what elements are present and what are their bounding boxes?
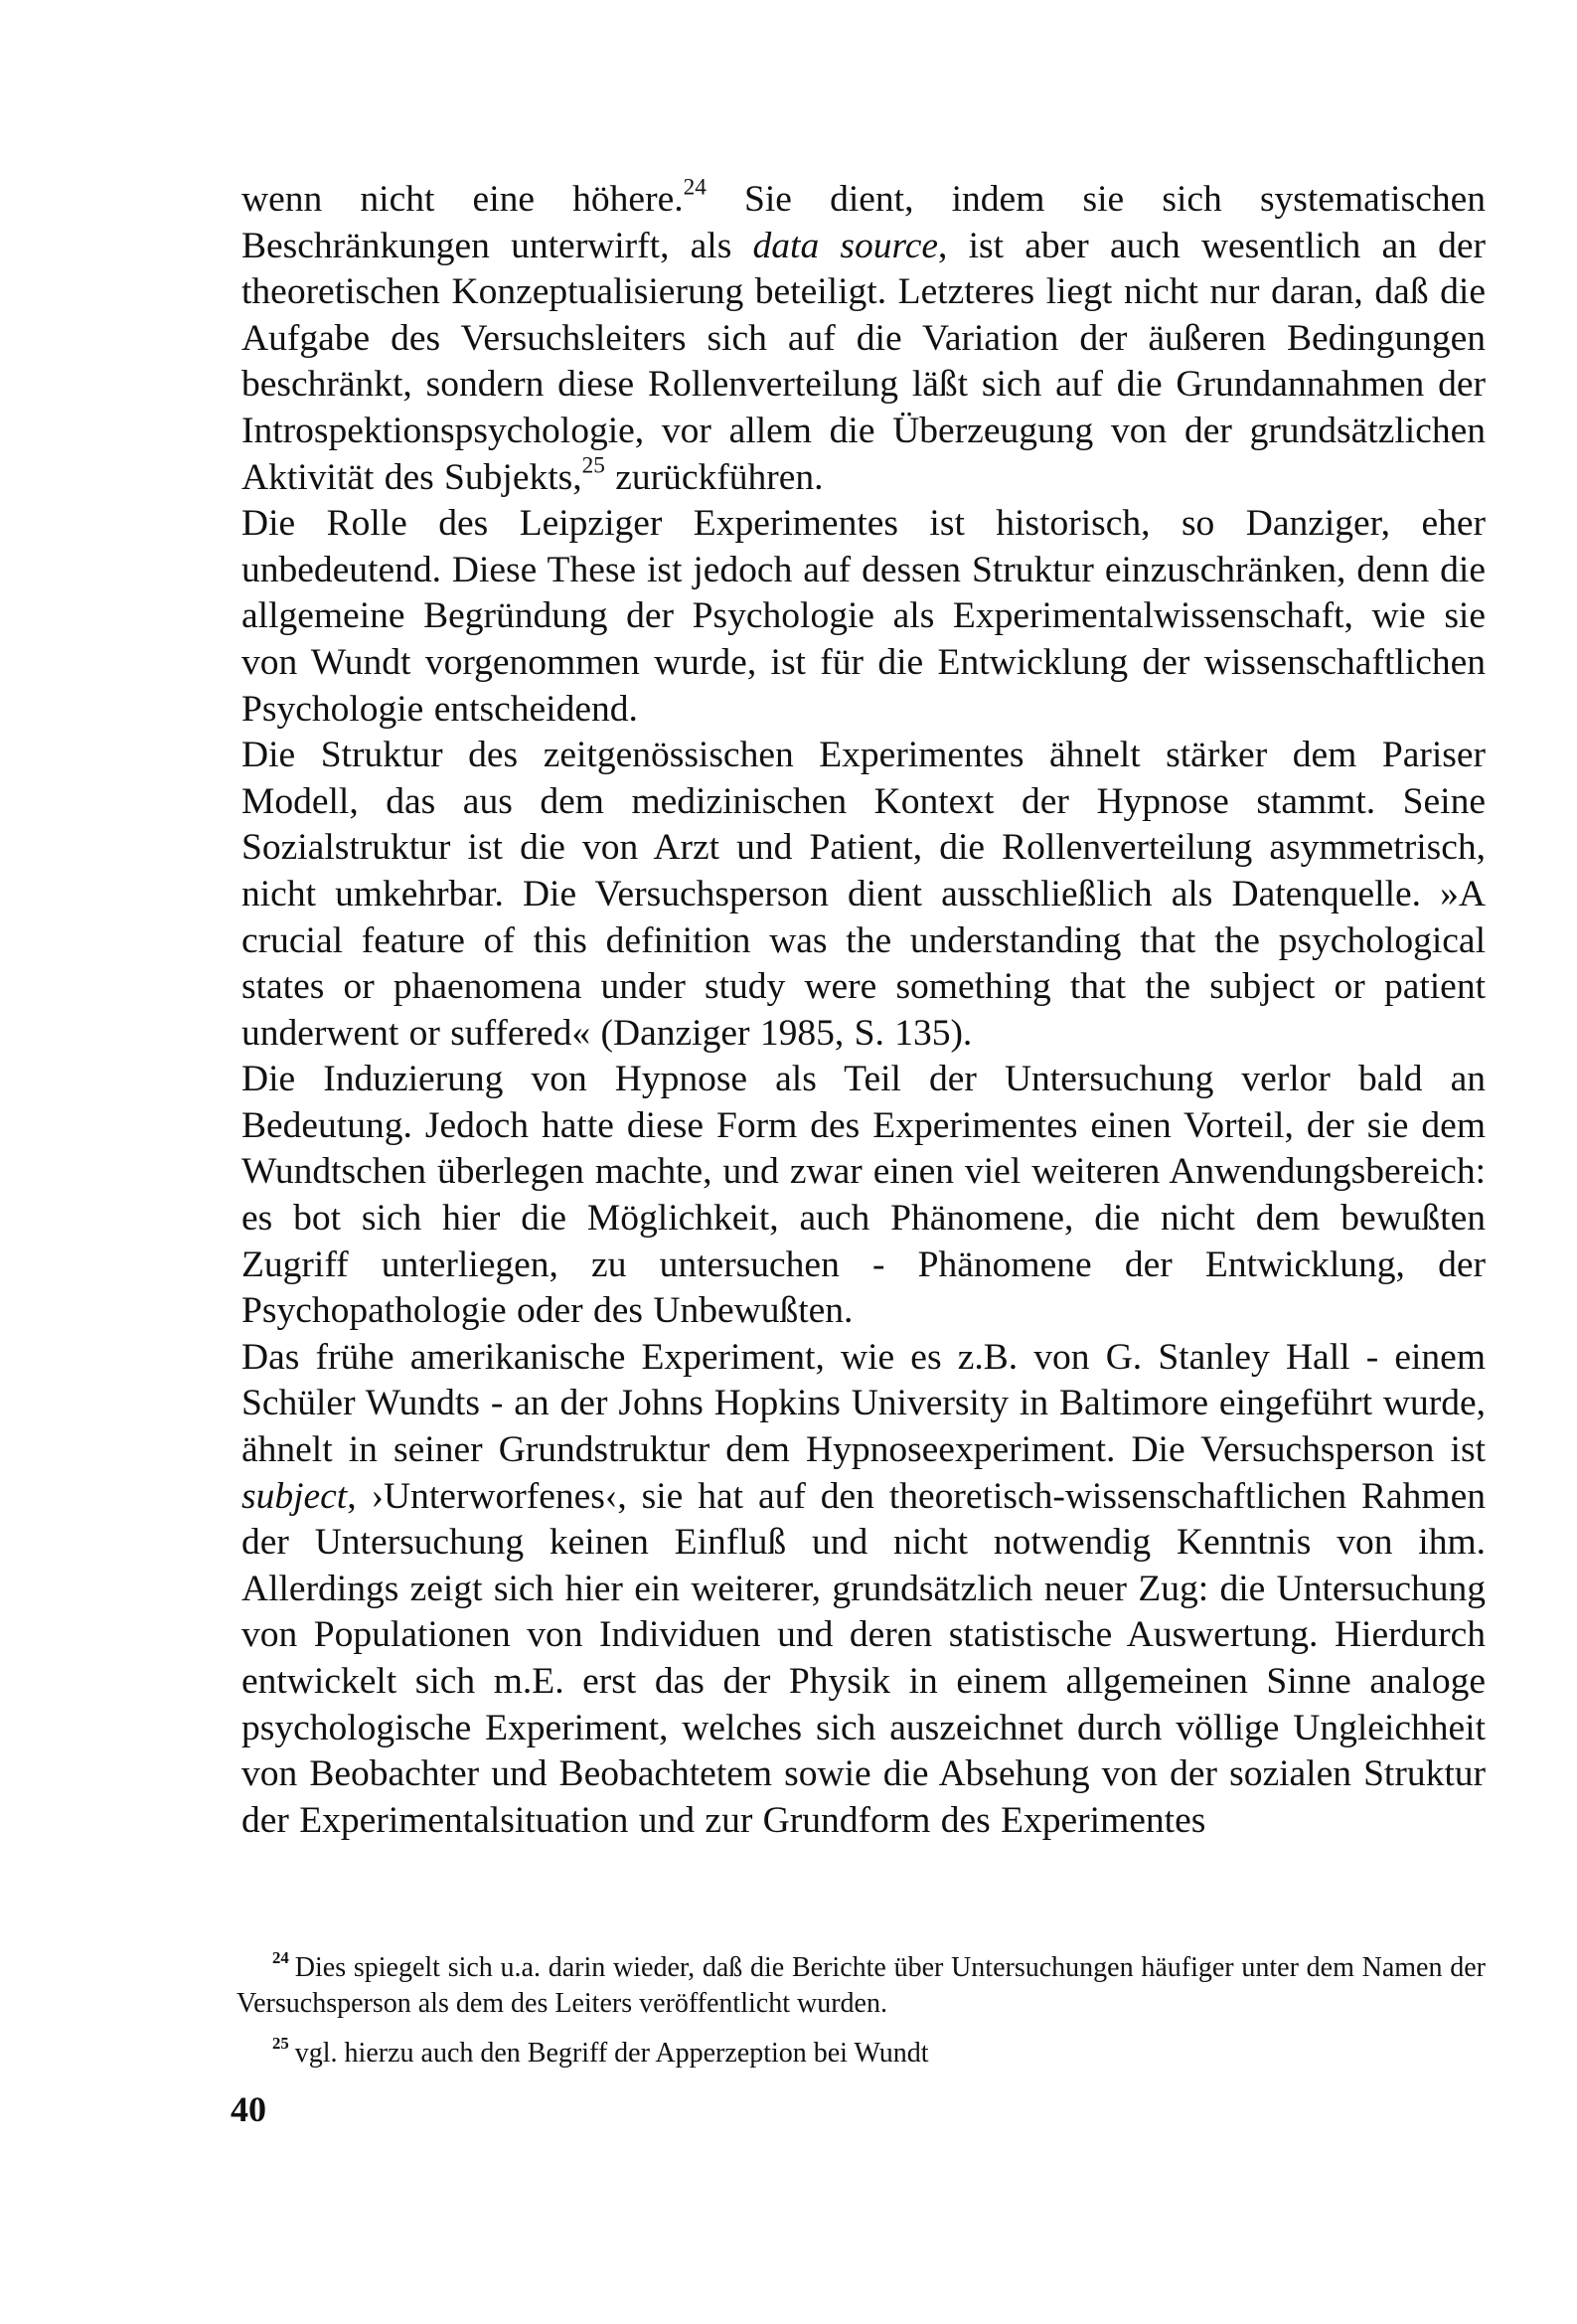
text-segment: wenn nicht eine höhere. xyxy=(241,179,684,220)
text-segment: , ›Unterworfenes‹, sie hat auf den theoretisch-wissenschaftlichen Rahmen der Untersuchung keinen Einfluß und nicht notwendig Kenntnis von ihm. Allerdings zeigt sich hier ein weiterer, grundsätzlich neuer Zug: die Untersuchung von Populationen von Individuen und deren statistische Auswertung. Hierdurch entwickelt sich m.E. erst das der Physik in einem allgemeinen Sinne analoge psychologische Experiment, welches sich auszeichnet durch völlige Ungleichheit von Beobachter und Beobachtetem sowie die Absehung von der sozialen Struktur der Experimentalsituation und zur Grundform des Experimentes xyxy=(241,1475,1486,1841)
footnote-number: 24 xyxy=(272,1947,289,1967)
text-segment: , ist aber auch wesentlich an der theoretischen Konzeptualisierung beteiligt. Letzteres liegt nicht nur daran, daß die Aufgabe des Versuchsleiters sich auf die Variation der äußeren Bedingungen beschränkt, sondern diese Rollenverteilung läßt sich auf die Grundannahmen der Introspektionspsychologie, vor allem die Überzeugung von der grundsätzlichen Aktivität des Subjekts, xyxy=(241,225,1486,498)
footnote-text: vgl. hierzu auch den Begriff der Apperzeption bei Wundt xyxy=(294,2038,929,2069)
text-segment: Sie dient, indem sie sich systematischen Beschränkungen unterwirft, als xyxy=(241,179,1486,266)
italic-term: subject xyxy=(241,1475,348,1517)
text-segment: Die Rolle des Leipziger Experimentes ist historisch, so Danziger, eher unbedeutend. Diese These ist jedoch auf dessen Struktur einzuschränken, denn die allgemeine Begründung der Psychologie als Experimentalwissenschaft, wie sie von Wundt vorgenommen wurde, ist für die Entwicklung der wissenschaftlichen Psychologie entscheidend. xyxy=(241,503,1486,730)
text-segment: Die Struktur des zeitgenössischen Experimentes ähnelt stärker dem Pariser Modell, das aus dem medizinischen Kontext der Hypnose stammt. Seine Sozialstruktur ist die von Arzt und Patient, die Rollenverteilung asymmetrisch, nicht umkehrbar. Die Versuchsperson dient ausschließlich als Datenquelle. »A crucial feature of this definition was the understanding that the psychological states or phaenomena under study were something that the subject or patient underwent or suffered« (Danziger 1985, S. 135). xyxy=(241,735,1486,1054)
text-segment: zurückführen. xyxy=(604,456,824,498)
footnote xyxy=(237,2033,1486,2072)
italic-term: data source xyxy=(752,225,938,266)
paragraph xyxy=(241,174,1486,501)
main-text xyxy=(241,174,1486,1844)
paragraph xyxy=(241,733,1486,1057)
paragraph xyxy=(241,501,1486,733)
paragraph xyxy=(241,1057,1486,1335)
footnote-number: 25 xyxy=(272,2033,289,2053)
footnotes xyxy=(237,1947,1486,2085)
text-segment: Die Induzierung von Hypnose als Teil der Untersuchung verlor bald an Bedeutung. Jedoch hatte diese Form des Experimentes einen Vorteil, der sie dem Wundtschen überlegen machte, und zwar einen viel weiteren Anwendungsbereich: es bot sich hier die Möglichkeit, auch Phänomene, die nicht dem bewußten Zugriff unterliegen, zu untersuchen - Phänomene der Entwicklung, der Psychopathologie oder des Unbewußten. xyxy=(241,1059,1486,1332)
footnote-text: Dies spiegelt sich u.a. darin wieder, daß die Berichte über Untersuchungen häufiger unter dem Namen der Versuchsperson als dem des Leiters veröffentlicht wurden. xyxy=(237,1952,1486,2019)
paragraph xyxy=(241,1335,1486,1845)
footnote xyxy=(237,1947,1486,2022)
page-number: 40 xyxy=(231,2089,266,2129)
footnote-reference: 24 xyxy=(683,174,707,201)
text-segment: Das frühe amerikanische Experiment, wie es z.B. von G. Stanley Hall - einem Schüler Wundts - an der Johns Hopkins University in Baltimore eingeführt wurde, ähnelt in seiner Grundstruktur dem Hypnoseexperiment. Die Versuchsperson ist xyxy=(241,1336,1486,1471)
footnote-reference: 25 xyxy=(581,451,605,478)
